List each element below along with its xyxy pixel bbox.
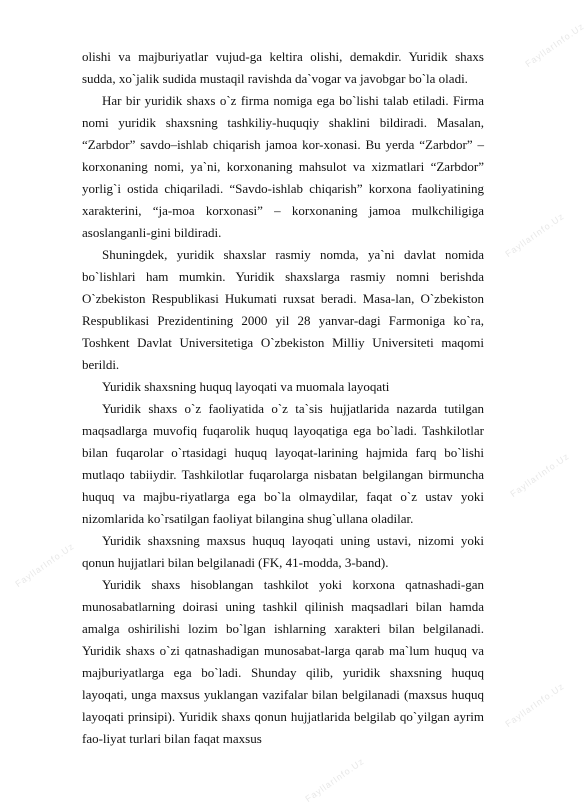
watermark: FayllarInfo.Uz bbox=[508, 450, 572, 500]
paragraph: Yuridik shaxs hisoblangan tashkilot yoki korxona qatnashadi-gan munosabatlarning doirasi uning tashkil qilinish maqsadlari bilan hamda amalga oshirilishi lozim bo`lgan ishlarning xarakteri bilan belgilanadi. Yuridik shaxs o`zi qatnashadigan munosabat-larga qarab ma`lum huquq va majburiyatlarga ega bo`ladi. Shunday qilib, yuridik shaxsning huquq layoqati, unga maxsus yuklangan vazifalar bilan belgilanadi (maxsus huquq layoqati prinsipi). Yuridik shaxs qonun hujjatlarida belgilab qo`yilgan ayrim fao-liyat turlari bilan faqat maxsus bbox=[82, 577, 484, 746]
paragraph: Yuridik shaxs o`z faoliyatida o`z ta`sis hujjatlarida nazarda tutilgan maqsadlarga muvofiq fuqarolik huquq layoqatiga ega bo`ladi. Tashkilotlar bilan fuqarolar o`rtasidagi huquq layoqat-larining hajmida farq bo`lishi mutlaqo tabiiydir. Tashkilotlar fuqarolarga nisbatan belgilangan birmuncha huquq va majbu-riyatlarga ega bo`la olmaydilar, faqat o`z ustav yoki nizomlarida ko`rsatilgan faoliyat bilangina shug`ullana oladilar. bbox=[82, 401, 484, 526]
paragraph: olishi va majburiyatlar vujud-ga keltira olishi, demakdir. Yuridik shaxs sudda, xo`jalik sudida mustaqil ravishda da`vogar va javobgar bo`la oladi. bbox=[82, 49, 484, 86]
watermark: FayllarInfo.Uz bbox=[303, 755, 367, 804]
watermark: FayllarInfo.Uz bbox=[13, 540, 77, 590]
watermark: FayllarInfo.Uz bbox=[523, 20, 586, 70]
paragraph: Har bir yuridik shaxs o`z firma nomiga ega bo`lishi talab etiladi. Firma nomi yuridik shaxsning tashkiliy-huquqiy shaklini bildiradi. Masalan, “Zarbdor” savdo–ishlab chiqarish jamoa kor-xonasi. Bu yerda “Zarbdor” – korxonaning nomi, ya`ni, korxonaning mahsulot va xizmatlari “Zarbdor” yorlig`i ostida chiqariladi. “Savdo-ishlab chiqarish” korxona faoliyatining xarakterini, “ja-moa korxonasi” – korxonaning jamoa mulkchiligiga asoslanganli-gini bildiradi. bbox=[82, 93, 484, 240]
paragraph: Yuridik shaxsning maxsus huquq layoqati uning ustavi, nizomi yoki qonun hujjatlari bilan belgilanadi (FK, 41-modda, 3-band). bbox=[82, 533, 484, 570]
section-heading: Yuridik shaxsning huquq layoqati va muomala layoqati bbox=[102, 379, 390, 394]
watermark: FayllarInfo.Uz bbox=[503, 680, 567, 730]
document-body bbox=[82, 46, 484, 750]
watermark: FayllarInfo.Uz bbox=[503, 210, 567, 260]
paragraph: Shuningdek, yuridik shaxslar rasmiy nomda, ya`ni davlat nomida bo`lishlari ham mumkin. Yuridik shaxslarga rasmiy nomni berishda O`zbekiston Respublikasi Hukumati ruxsat beradi. Masa-lan, O`zbekiston Respublikasi Prezidentining 2000 yil 28 yanvar-dagi Farmoniga ko`ra, Toshkent Davlat Universitetiga O`zbekiston Milliy Universiteti maqomi berildi. bbox=[82, 247, 484, 372]
